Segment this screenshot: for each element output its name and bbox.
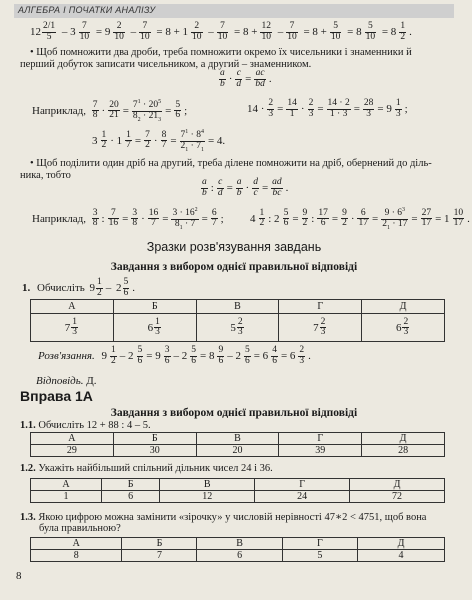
expr-whole: 12 <box>30 26 41 38</box>
question-number: 1.3. <box>20 512 36 523</box>
solution-label: Розв'язання. <box>38 350 95 362</box>
option-e[interactable]: 72 <box>350 491 445 503</box>
question-1-2 <box>20 463 273 474</box>
division-example-2: 4 $\frac{1}{2}$ : 2 $\frac{5}{6}$ = $\frac{9}{2}$ : $\frac{17}{6}$ = $\frac{9}{2}$ · $\frac{6}{17}$ = $\frac{9 \cdot 6^3}{2_1 \cdot 17}$ = $\frac{27}{17}$ = 1 $\frac{10}{17}$ . <box>250 207 470 231</box>
division-formula: $\frac{a}{b}$ : $\frac{c}{d}$ = $\frac{a}{b}$ · $\frac{d}{c}$ = $\frac{ad}{bc}$ . <box>202 177 289 198</box>
header-title: АЛГЕБРА І ПОЧАТКИ АНАЛІЗУ <box>18 5 156 15</box>
answer-line <box>36 375 97 387</box>
exercise-number: 1. <box>22 282 31 294</box>
answer-table-1-2: А Б В Г Д 1 6 12 24 72 <box>30 478 445 503</box>
question-text: Укажіть найбільший спільний дільник чисел 24 і 36. <box>38 463 273 474</box>
question-text: Обчисліть 12 + 88 : 4 – 5. <box>38 420 151 431</box>
option-d[interactable]: 24 <box>255 491 350 503</box>
multiplication-example-1: Наприклад, $\frac{7}{8}$ · $\frac{20}{21}$ = $\frac{7^1 \cdot 20^5}{8_2 \cdot 21_3}$ = $\frac{5}{6}$ ; <box>32 99 188 123</box>
multiplication-example-2: 14 · $\frac{2}{3}$ = $\frac{14}{1}$ · $\frac{2}{3}$ = $\frac{14 \cdot 2}{1 \cdot 3}$ = $\frac{28}{3}$ = 9 $\frac{1}{3}$ ; <box>247 98 408 119</box>
option-header: Б <box>113 300 196 314</box>
example-label: Наприклад, <box>32 104 87 117</box>
option-c[interactable]: 5 $\frac{2}{3}$ <box>196 314 279 342</box>
rule-multiply-line2: перший добуток записати чисельником, а другий – знаменником. <box>20 59 312 70</box>
option-d[interactable]: 5 <box>282 550 357 562</box>
question-text: Якою цифрою можна замінити «зірочку» у числовій нерівності 47∗2 < 4751, щоб вона <box>38 512 427 523</box>
option-e[interactable]: 28 <box>362 445 445 457</box>
option-a[interactable]: 1 <box>31 491 102 503</box>
rule-multiply-line1: • Щоб помножити два дроби, треба помножити окремо їх чисельники і знаменники й <box>30 47 412 58</box>
question-number: 1.1. <box>20 420 36 431</box>
option-c[interactable]: 12 <box>160 491 255 503</box>
option-e[interactable]: 6 $\frac{2}{3}$ <box>362 314 445 342</box>
task-title-1: Завдання з вибором однієї правильної відповіді <box>110 261 358 273</box>
rule-divide-line1: • Щоб поділити один дріб на другий, треба ділене помножити на дріб, обернений до діль- <box>30 158 432 169</box>
option-header: Д <box>362 300 445 314</box>
option-header: В <box>196 300 279 314</box>
option-d[interactable]: 39 <box>279 445 362 457</box>
option-header: А <box>31 300 114 314</box>
option-header: Г <box>279 300 362 314</box>
question-number: 1.2. <box>20 463 36 474</box>
option-a[interactable]: 29 <box>31 445 114 457</box>
option-a[interactable]: 8 <box>31 550 122 562</box>
page-number: 8 <box>16 570 22 582</box>
division-example-1: Наприклад, $\frac{3}{8}$ : $\frac{7}{16}$ = $\frac{3}{8}$ · $\frac{16}{7}$ = $\frac{3 \cdot 16^2}{8_1 \cdot 7}$ = $\frac{6}{7}$ ; <box>32 207 224 231</box>
task-title-2: Завдання з вибором однієї правильної відповіді <box>110 407 358 419</box>
option-b[interactable]: 6 $\frac{1}{3}$ <box>113 314 196 342</box>
multiplication-formula: $\frac{a}{b}$ · $\frac{c}{d}$ = $\frac{ac}{bd}$ . <box>220 68 272 89</box>
option-c[interactable]: 20 <box>196 445 279 457</box>
answer-label: Відповідь. <box>36 375 84 387</box>
running-header <box>14 4 454 18</box>
option-e[interactable]: 4 <box>358 550 445 562</box>
question-1-3-line1 <box>20 511 426 523</box>
exercise-text: Обчисліть <box>37 282 85 294</box>
question-1-3-line2: була правильною? <box>39 523 121 534</box>
option-b[interactable]: 30 <box>113 445 196 457</box>
example-label-2: Наприклад, <box>32 212 87 225</box>
mixed-number-subtraction-example: 12 $\frac{2/1}{5}$ – 3 $\frac{7}{10}$ = 9 $\frac{2}{10}$ – $\frac{7}{10}$ = 8 + 1 $\frac{2}{10}$ – $\frac{7}{10}$ = 8 + $\frac{12}{10}$ – $\frac{7}{10}$ = 8 + $\frac{5}{10}$ = 8 $\frac{5}{10}$ = 8 $\frac{1}{2}$ . <box>30 21 412 42</box>
option-c[interactable]: 6 <box>197 550 282 562</box>
section-heading: Вправа 1А <box>20 388 93 404</box>
samples-title: Зразки розв'язування завдань <box>146 240 322 254</box>
answer-table-1-1: А Б В Г Д 29 30 20 39 28 <box>30 432 445 457</box>
rule-divide-line2: ника, тобто <box>20 170 71 181</box>
option-a[interactable]: 7 $\frac{1}{3}$ <box>31 314 114 342</box>
multiplication-example-3: 3 $\frac{1}{2}$ · 1 $\frac{1}{7}$ = $\frac{7}{2}$ · $\frac{8}{7}$ = $\frac{7^1 \cdot 8^4}{2_1 \cdot 7_1}$ = 4. <box>92 129 226 153</box>
answer-table-1-3: А Б В Г Д 8 7 6 5 4 <box>30 537 445 562</box>
option-b[interactable]: 6 <box>102 491 160 503</box>
question-1-1 <box>20 420 151 431</box>
solution: Розв'язання. 9 $\frac{1}{2}$ – 2 $\frac{5}{6}$ = 9 $\frac{3}{6}$ – 2 $\frac{5}{6}$ = 8 $\frac{9}{6}$ – 2 $\frac{5}{6}$ = 6 $\frac{4}{6}$ = 6 $\frac{2}{3}$ . <box>38 345 311 366</box>
option-d[interactable]: 7 $\frac{2}{3}$ <box>279 314 362 342</box>
answer-value: Д. <box>86 375 97 387</box>
exercise-1: 1. Обчисліть 9 $\frac{1}{2}$ – 2 $\frac{5}{6}$ . <box>22 277 136 298</box>
option-b[interactable]: 7 <box>122 550 197 562</box>
answer-table-1 <box>30 299 445 342</box>
